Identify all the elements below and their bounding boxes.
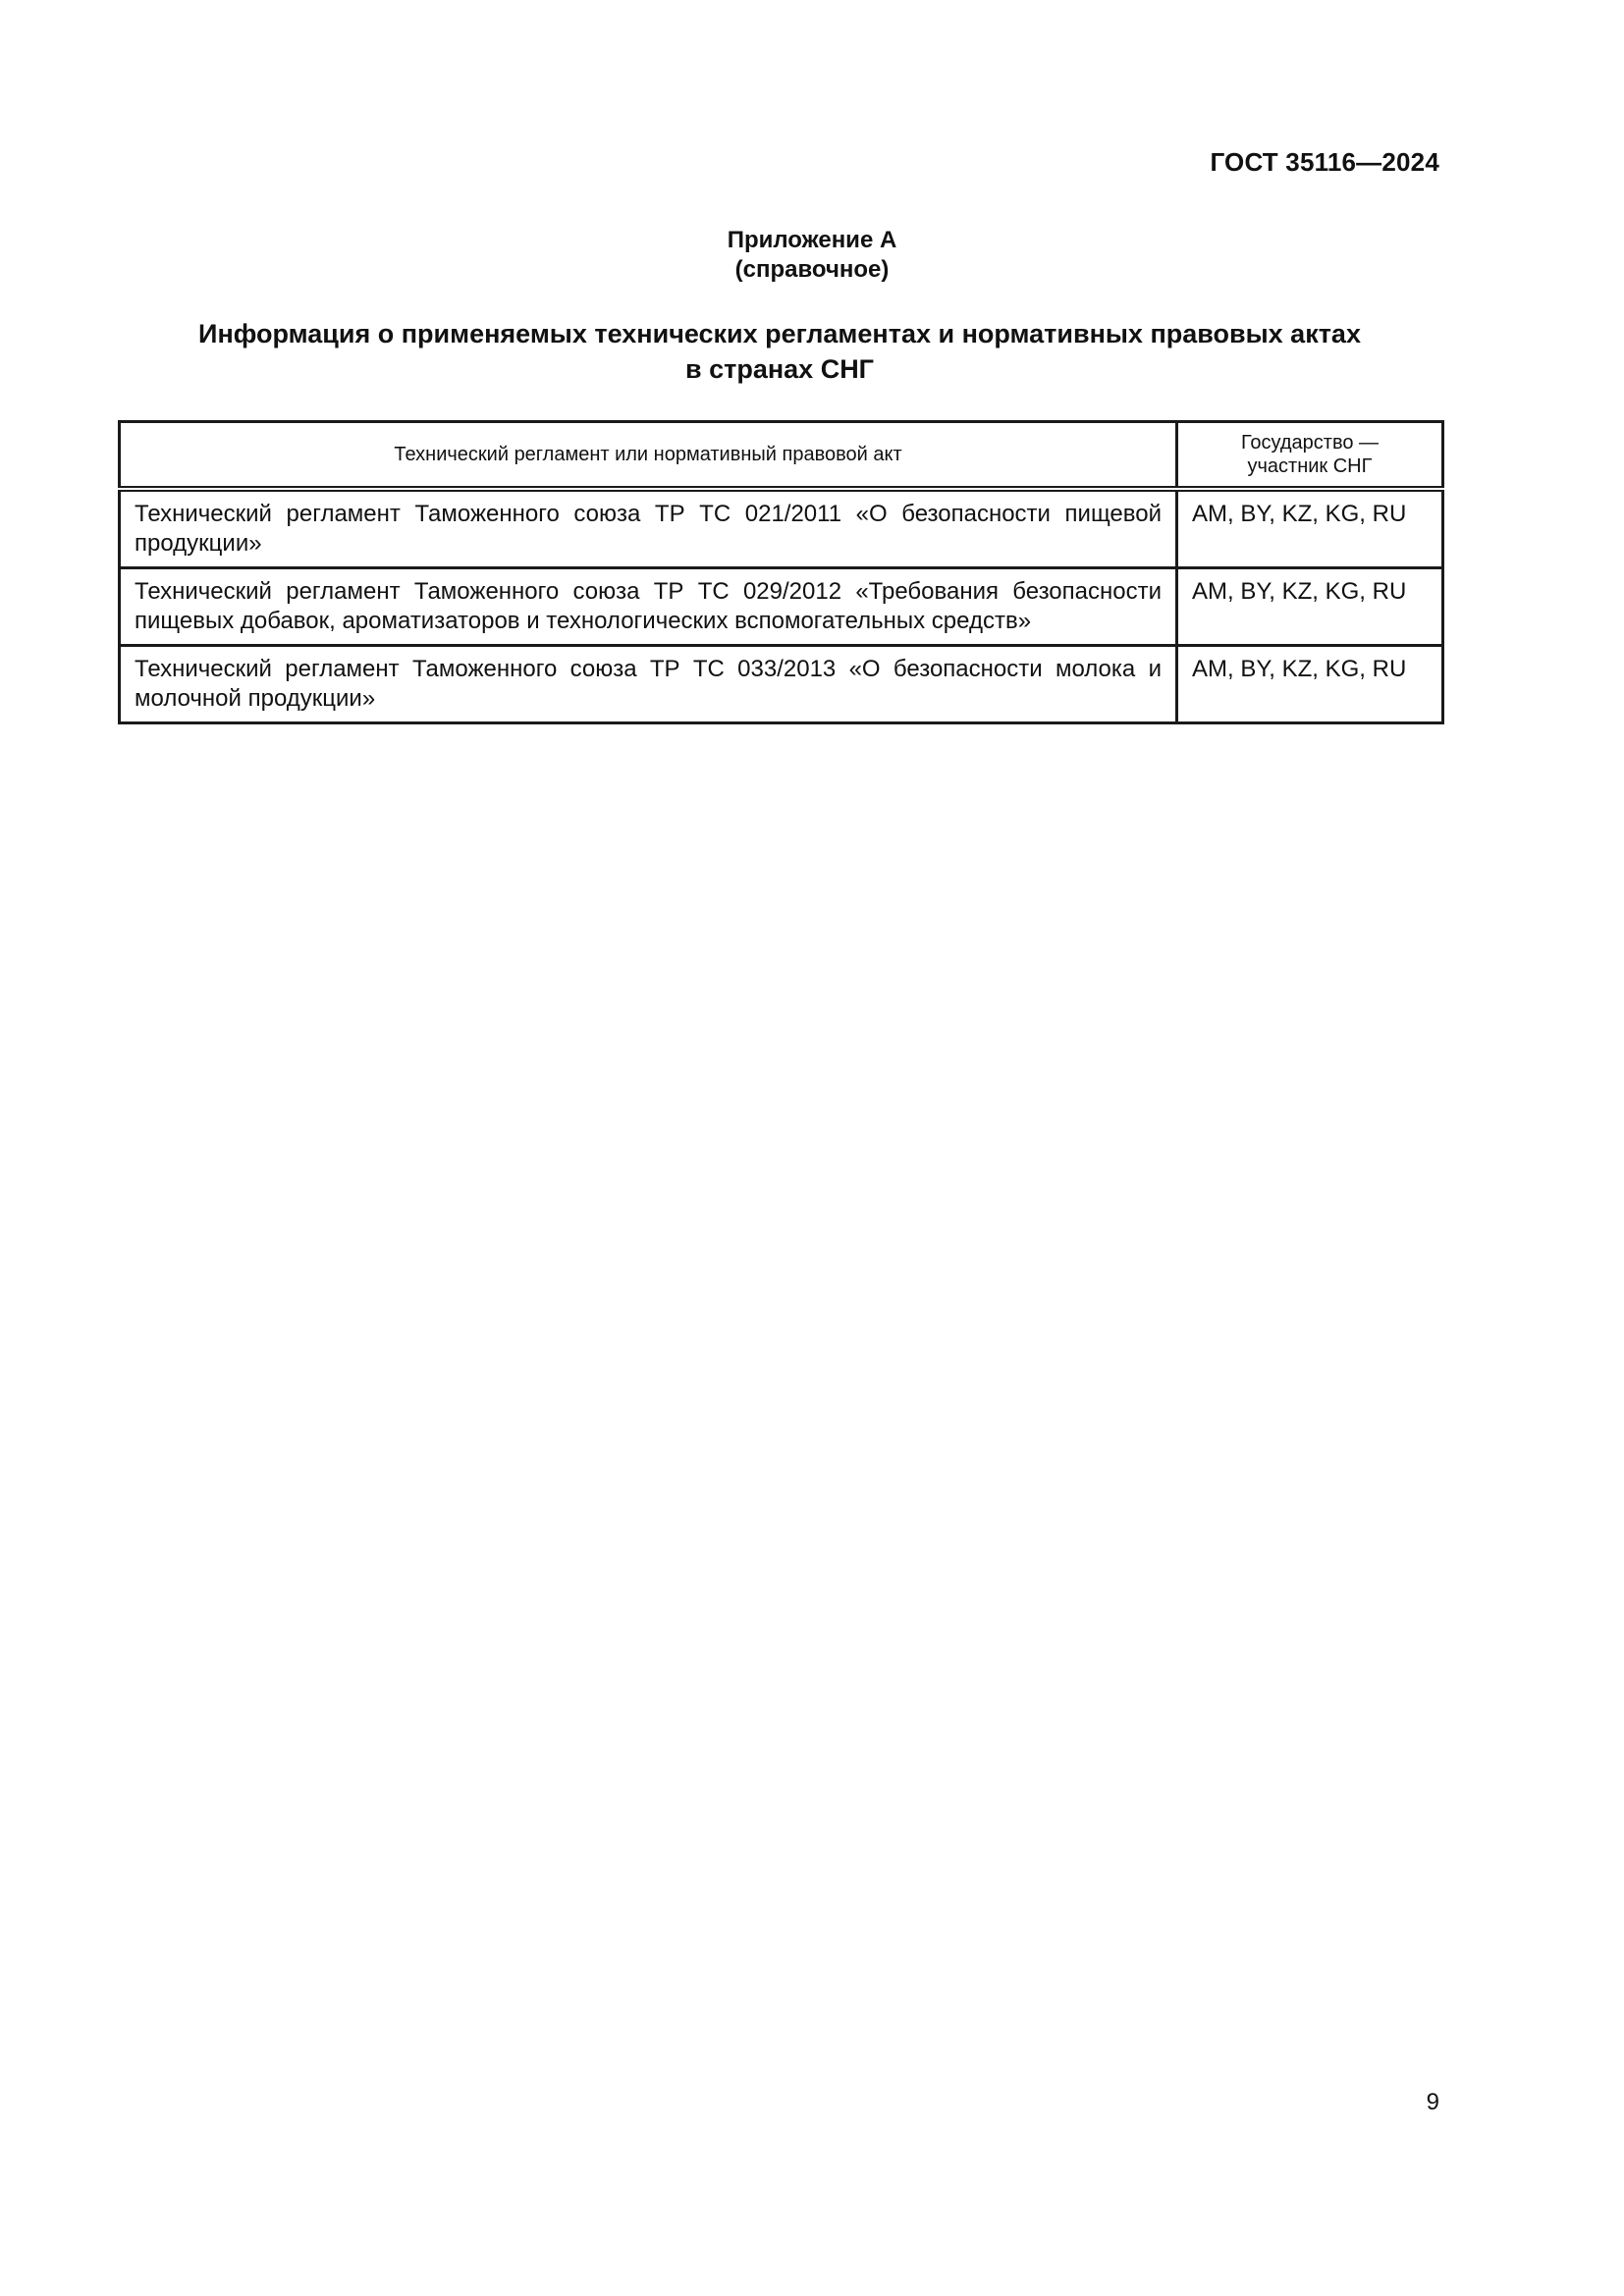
- page-title: [0, 316, 1559, 387]
- table-row: [120, 646, 1443, 723]
- column-header-state: [1177, 422, 1443, 490]
- act-cell: Технический регламент Таможенного союза ТР ТС 021/2011 «О безопасности пищевой продукции»: [120, 489, 1177, 568]
- states-cell: AM, BY, KZ, KG, RU: [1177, 568, 1443, 646]
- states-cell: AM, BY, KZ, KG, RU: [1177, 646, 1443, 723]
- column-header-state-line-2: участник СНГ: [1247, 455, 1373, 477]
- page-number: 9: [1426, 2089, 1439, 2115]
- appendix-label: Приложение А: [727, 227, 897, 253]
- appendix-heading: [0, 226, 1624, 285]
- document-code: ГОСТ 35116—2024: [1210, 147, 1439, 177]
- regulations-table: [118, 420, 1444, 724]
- act-cell: Технический регламент Таможенного союза ТР ТС 033/2013 «О безопасности молока и молочной продукции»: [120, 646, 1177, 723]
- table-row: [120, 568, 1443, 646]
- title-line-2: в странах СНГ: [685, 354, 874, 384]
- column-header-state-line-1: Государство —: [1240, 432, 1380, 454]
- act-cell: Технический регламент Таможенного союза ТР ТС 029/2012 «Требования безопасности пищевых добавок, ароматизаторов и технологических вспомогательных средств»: [120, 568, 1177, 646]
- column-header-act: Технический регламент или нормативный правовой акт: [120, 422, 1177, 490]
- appendix-type: (справочное): [734, 256, 890, 283]
- table-row: [120, 489, 1443, 568]
- states-cell: AM, BY, KZ, KG, RU: [1177, 489, 1443, 568]
- table-header-row: [120, 422, 1443, 490]
- title-line-1: Информация о применяемых технических регламентах и нормативных правовых актах: [198, 319, 1361, 348]
